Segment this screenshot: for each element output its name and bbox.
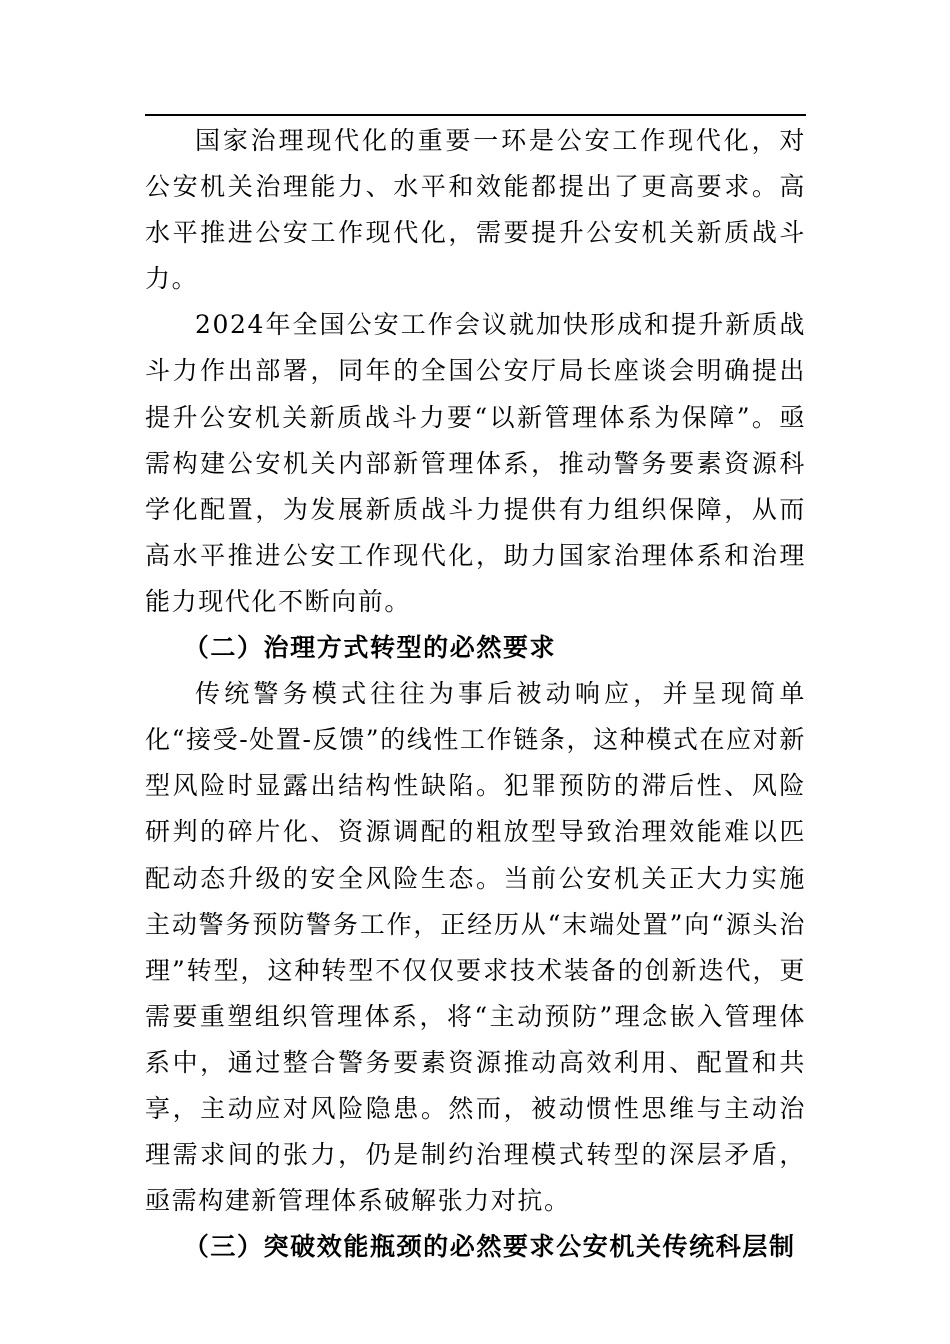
section-heading-efficiency-bottleneck: （三）突破效能瓶颈的必然要求公安机关传统科层制: [183, 1232, 796, 1262]
document-body: [145, 118, 806, 1270]
header-rule: [145, 114, 806, 116]
section-heading-governance-transformation: （二）治理方式转型的必然要求: [183, 633, 557, 663]
paragraph-2024-conference: 2024年全国公安工作会议就加快形成和提升新质战斗力作出部署，同年的全国公安厅局长座谈会明确提出提升公安机关新质战斗力要“以新管理体系为保障”。亟需构建公安机关内部新管理体系，推动警务要素资源科学化配置，为发展新质战斗力提供有力组织保障，从而高水平推进公安工作现代化，助力国家治理体系和治理能力现代化不断向前。: [145, 310, 806, 616]
paragraph-modernization: 国家治理现代化的重要一环是公安工作现代化，对公安机关治理能力、水平和效能都提出了更高要求。高水平推进公安工作现代化，需要提升公安机关新质战斗力。: [145, 126, 806, 294]
paragraph-traditional-policing: 传统警务模式往往为事后被动响应，并呈现简单化“接受-处置-反馈”的线性工作链条，这种模式在应对新型风险时显露出结构性缺陷。犯罪预防的滞后性、风险研判的碎片化、资源调配的粗放型导致治理效能难以匹配动态升级的安全风险生态。当前公安机关正大力实施主动警务预防警务工作，正经历从“末端处置”向“源头治理”转型，这种转型不仅仅要求技术装备的创新迭代，更需要重塑组织管理体系，将“主动预防”理念嵌入管理体系中，通过整合警务要素资源推动高效利用、配置和共享，主动应对风险隐患。然而，被动惯性思维与主动治理需求间的张力，仍是制约治理模式转型的深层矛盾，亟需构建新管理体系破解张力对抗。: [145, 679, 806, 1216]
